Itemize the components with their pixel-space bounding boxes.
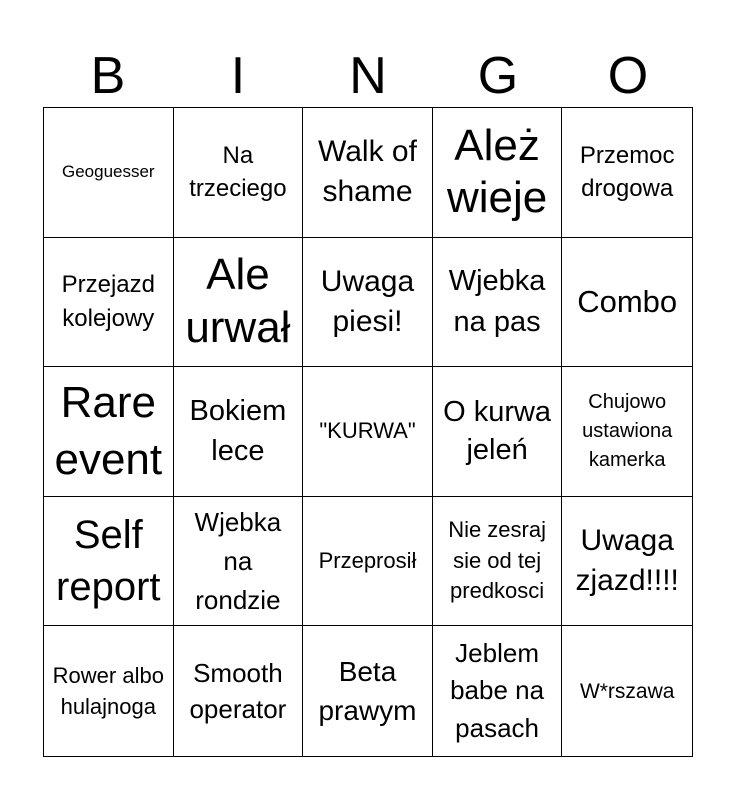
bingo-cell[interactable] bbox=[303, 108, 433, 238]
bingo-cell[interactable] bbox=[562, 497, 692, 627]
bingo-cell[interactable] bbox=[562, 626, 692, 756]
bingo-cell[interactable] bbox=[174, 626, 304, 756]
bingo-cell-text: Wjebka na rondzie bbox=[194, 506, 282, 615]
bingo-cell-text: Rare event bbox=[54, 378, 163, 485]
bingo-cell-text: Smooth operator bbox=[189, 657, 287, 725]
bingo-cell-text: Rower albo hulajnoga bbox=[52, 662, 164, 720]
bingo-cell[interactable] bbox=[303, 497, 433, 627]
bingo-cell-text: Chujowo ustawiona kamerka bbox=[582, 390, 673, 471]
bingo-cell-text: Przejazd kolejowy bbox=[61, 271, 155, 332]
header-letter-o: O bbox=[607, 47, 649, 105]
bingo-cell[interactable] bbox=[562, 238, 692, 368]
bingo-cell-text: Beta prawym bbox=[318, 656, 417, 727]
bingo-cell-text: Ale urwał bbox=[185, 250, 291, 352]
bingo-cell[interactable] bbox=[433, 626, 563, 756]
bingo-cell-text: Uwaga piesi! bbox=[320, 265, 415, 338]
bingo-cell[interactable] bbox=[174, 367, 304, 497]
header-letter-g: G bbox=[477, 47, 519, 105]
bingo-cell[interactable] bbox=[44, 497, 174, 627]
header-letter-b: B bbox=[90, 47, 126, 105]
bingo-cell[interactable] bbox=[44, 367, 174, 497]
bingo-cell-text: Geoguesser bbox=[61, 162, 155, 182]
bingo-cell[interactable] bbox=[433, 497, 563, 627]
bingo-card-grid bbox=[43, 107, 693, 757]
bingo-cell[interactable] bbox=[303, 367, 433, 497]
bingo-cell[interactable] bbox=[174, 238, 304, 368]
bingo-cell[interactable] bbox=[433, 238, 563, 368]
bingo-cell[interactable] bbox=[174, 108, 304, 238]
bingo-cell[interactable] bbox=[44, 626, 174, 756]
bingo-cell-text: Uwaga zjazd!!!! bbox=[575, 524, 679, 598]
bingo-cell-text: Na trzeciego bbox=[189, 141, 287, 203]
bingo-cell[interactable] bbox=[303, 626, 433, 756]
bingo-cell-text: Jeblem babe na pasach bbox=[450, 637, 545, 744]
bingo-cell-text: Self report bbox=[56, 513, 161, 610]
bingo-cell-text: "KURWA" bbox=[319, 418, 416, 444]
header-letter-n: N bbox=[349, 47, 387, 105]
bingo-header bbox=[43, 44, 693, 108]
header-letter-i: I bbox=[230, 47, 246, 105]
bingo-cell-text: Combo bbox=[577, 284, 678, 320]
bingo-cell-text: Bokiem lece bbox=[189, 394, 287, 468]
bingo-cell-text: Przeprosił bbox=[318, 547, 417, 573]
bingo-cell-text: Walk of shame bbox=[318, 135, 417, 209]
bingo-cell-text: Ależ wieje bbox=[446, 120, 548, 223]
bingo-cell[interactable] bbox=[44, 108, 174, 238]
bingo-cell[interactable] bbox=[44, 238, 174, 368]
bingo-cell[interactable] bbox=[174, 497, 304, 627]
bingo-cell[interactable] bbox=[303, 238, 433, 368]
bingo-cell[interactable] bbox=[562, 108, 692, 238]
bingo-cell-text: Przemoc drogowa bbox=[579, 141, 675, 203]
bingo-cell[interactable] bbox=[433, 108, 563, 238]
bingo-cell-text: Wjebka na pas bbox=[448, 265, 546, 338]
bingo-cell-text: W*rszawa bbox=[579, 679, 675, 703]
bingo-cell[interactable] bbox=[433, 367, 563, 497]
bingo-cell[interactable] bbox=[562, 367, 692, 497]
bingo-cell-text: Nie zesraj sie od tej predkosci bbox=[448, 516, 546, 604]
bingo-cell-text: O kurwa jeleń bbox=[443, 395, 552, 467]
